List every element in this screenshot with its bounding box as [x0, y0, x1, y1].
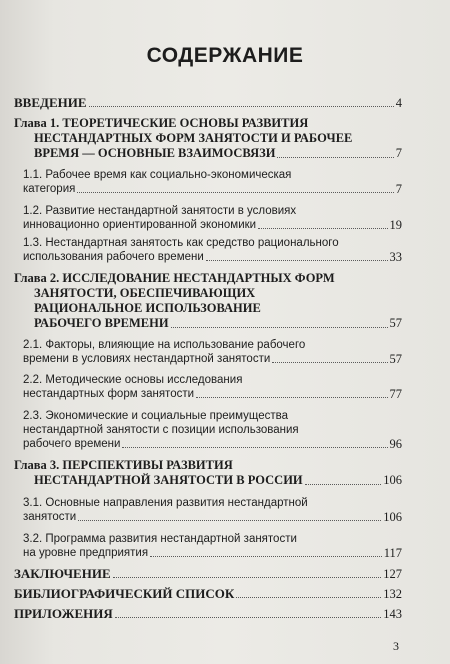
- dot-leader: [113, 577, 382, 578]
- toc-page-number: 4: [395, 96, 402, 110]
- toc-entry-text: НЕСТАНДАРТНЫХ ФОРМ ЗАНЯТОСТИ И РАБОЧЕЕ: [34, 131, 353, 145]
- toc-entry-last-line: [14, 607, 402, 621]
- toc-entry-line: [14, 236, 402, 250]
- dot-leader: [77, 192, 393, 193]
- toc-entry-line: [14, 116, 402, 131]
- toc-entry-last-line: [14, 473, 402, 488]
- toc-page-number: 96: [389, 437, 402, 451]
- toc-entry: [14, 338, 402, 366]
- dot-leader: [150, 556, 382, 557]
- dot-leader: [258, 228, 387, 229]
- toc-entry-text: ВВЕДЕНИЕ: [14, 95, 87, 110]
- toc-entry: [14, 96, 402, 110]
- toc-entry-text: 2.2. Методические основы исследования: [23, 374, 243, 386]
- dot-leader: [89, 106, 394, 107]
- toc-entry: [14, 587, 402, 601]
- page-number: 3: [393, 639, 399, 653]
- toc-entry-line: [14, 271, 402, 286]
- toc-entry-text: 1.1. Рабочее время как социально-экономическая: [23, 169, 292, 181]
- page-title: СОДЕРЖАНИЕ: [146, 44, 304, 67]
- dot-leader: [305, 484, 382, 485]
- toc-entry-line: [14, 409, 402, 423]
- toc-page-number: 127: [383, 567, 402, 581]
- toc-entry: [14, 567, 402, 581]
- toc-entry: [14, 168, 402, 196]
- toc-entry-line: [14, 168, 402, 182]
- toc-entry-last-line: [14, 510, 402, 524]
- dot-leader: [171, 327, 388, 328]
- toc-entry: [14, 532, 402, 560]
- toc-page-number: 19: [389, 218, 402, 232]
- toc-page-number: 117: [383, 546, 402, 560]
- dot-leader: [78, 520, 381, 521]
- toc-entry-line: [14, 204, 402, 218]
- toc-entry-line: [14, 532, 402, 546]
- toc-entry-text: Глава 2. ИССЛЕДОВАНИЕ НЕСТАНДАРТНЫХ ФОРМ: [14, 271, 335, 285]
- dot-leader: [206, 260, 388, 261]
- toc-entry-text: РАЦИОНАЛЬНОЕ ИСПОЛЬЗОВАНИЕ: [34, 301, 261, 315]
- toc-entry-text: НЕСТАНДАРТНОЙ ЗАНЯТОСТИ В РОССИИ: [34, 473, 303, 487]
- toc-entry-text: категория: [23, 183, 76, 195]
- toc-entry-last-line: [14, 250, 402, 264]
- toc-page-number: 106: [383, 510, 402, 524]
- toc-entry-text: Глава 3. ПЕРСПЕКТИВЫ РАЗВИТИЯ: [14, 458, 233, 472]
- toc-page-number: 7: [395, 146, 402, 160]
- toc-page-number: 7: [395, 182, 402, 196]
- toc-page-number: 132: [383, 587, 402, 601]
- toc-entry-last-line: [14, 567, 402, 581]
- toc-entry-line: [14, 286, 402, 301]
- toc-entry-line: [14, 301, 402, 316]
- toc-entry-text: ЗАНЯТОСТИ, ОБЕСПЕЧИВАЮЩИХ: [34, 286, 256, 300]
- toc-entry-last-line: [14, 146, 402, 161]
- toc-entry-line: [14, 338, 402, 352]
- toc-entry-text: рабочего времени: [23, 438, 121, 450]
- dot-leader: [236, 597, 381, 598]
- toc-entry-last-line: [14, 352, 402, 366]
- toc-entry-text: занятости: [23, 511, 77, 523]
- toc-entry-line: [14, 423, 402, 437]
- toc-entry: [14, 409, 402, 451]
- dot-leader: [196, 397, 387, 398]
- toc-entry: [14, 116, 402, 161]
- toc-entry-line: [14, 373, 402, 387]
- toc-entry-text: ЗАКЛЮЧЕНИЕ: [14, 566, 111, 581]
- toc-page-number: 77: [389, 387, 402, 401]
- toc-entry-text: времени в условиях нестандартной занятости: [23, 353, 271, 365]
- toc-entry-last-line: [14, 387, 402, 401]
- toc-page-number: 143: [383, 607, 402, 621]
- toc-page-number: 57: [389, 316, 402, 330]
- toc-entry: [14, 607, 402, 621]
- toc-entry-text: на уровне предприятия: [23, 547, 149, 559]
- dot-leader: [122, 447, 387, 448]
- toc-entry-last-line: [14, 182, 402, 196]
- toc-page-number: 106: [383, 473, 402, 487]
- toc-entry-text: ВРЕМЯ — ОСНОВНЫЕ ВЗАИМОСВЯЗИ: [34, 146, 276, 160]
- toc-entry-last-line: [14, 218, 402, 232]
- dot-leader: [115, 617, 381, 618]
- toc-entry-text: нестандартной занятости с позиции использования: [23, 424, 299, 436]
- toc-entry-line: [14, 131, 402, 146]
- toc-entry-text: инновационно ориентированной экономики: [23, 219, 257, 231]
- toc-entry-text: Глава 1. ТЕОРЕТИЧЕСКИЕ ОСНОВЫ РАЗВИТИЯ: [14, 116, 309, 130]
- toc-entry: [14, 204, 402, 232]
- toc-entry-last-line: [14, 316, 402, 331]
- toc-entry-text: нестандартных форм занятости: [23, 388, 195, 400]
- toc-entry-text: 3.1. Основные направления развития нестандартной: [23, 497, 308, 509]
- toc-page-number: 33: [389, 250, 402, 264]
- toc-entry-text: 2.3. Экономические и социальные преимущества: [23, 410, 289, 422]
- toc-entry-line: [14, 458, 402, 473]
- toc-page-number: 57: [389, 352, 402, 366]
- toc-entry-last-line: [14, 546, 402, 560]
- toc-entry-text: 3.2. Программа развития нестандартной занятости: [23, 533, 297, 545]
- dot-leader: [277, 157, 393, 158]
- toc-entry-text: 1.2. Развитие нестандартной занятости в условиях: [23, 205, 297, 217]
- toc-entry: [14, 236, 402, 264]
- toc-entry-last-line: [14, 96, 402, 110]
- toc-entry: [14, 496, 402, 524]
- toc-entry-text: использования рабочего времени: [23, 251, 204, 263]
- toc-entry-text: БИБЛИОГРАФИЧЕСКИЙ СПИСОК: [14, 586, 235, 601]
- toc-entry-last-line: [14, 587, 402, 601]
- toc-entry: [14, 458, 402, 488]
- toc-entry-text: 2.1. Факторы, влияющие на использование рабочего: [23, 339, 306, 351]
- toc-entry-line: [14, 496, 402, 510]
- dot-leader: [272, 362, 387, 363]
- toc-entry-text: 1.3. Нестандартная занятость как средство рационального: [23, 237, 339, 249]
- toc-entry: [14, 271, 402, 331]
- toc-entry-text: РАБОЧЕГО ВРЕМЕНИ: [34, 316, 169, 330]
- toc-entry: [14, 373, 402, 401]
- toc-entry-last-line: [14, 437, 402, 451]
- toc-entry-text: ПРИЛОЖЕНИЯ: [14, 606, 113, 621]
